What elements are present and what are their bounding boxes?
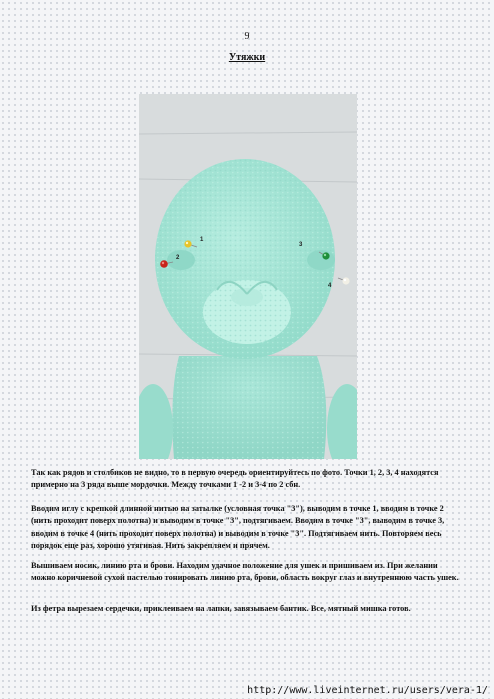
paragraph-text: Так как рядов и столбиков не видно, то в первую очередь ориентируйтесь по фото. Точки 1, 2, 3, 4 находятся примерно на 3 ряда выше мордочки. Между точками 1 -2 и 3-4 по 2 сбн. xyxy=(31,468,439,490)
section-heading: Утяжки xyxy=(228,52,266,63)
paragraph-points-position xyxy=(31,467,463,492)
paragraph-text: Вышиваем носик, линию рта и брови. Находим удачное положение для ушек и пришиваем из. При желании можно коричневой сухой пастелью тонировать линию рта, брови, область вокруг глаз и внутреннюю часть ушек. xyxy=(31,561,459,583)
paragraph-tightening-steps xyxy=(31,503,463,552)
page-number: 9 xyxy=(244,31,250,42)
paragraph-text: Вводим иглу с крепкой длинной нитью на затылке (условная точка "3"), выводим в точке 1, вводим в точке 2 (нить проходит поверх полотна) и выводим в точке "3", подтягиваем. Вводим в точке "3", выводим в точке 3, вводим в точке 4 (нить проходит поверх полотна) и выводим в точке "3". Подтягиваем нить. Повторяем весь порядок еще раз, хорошо утягивая. Нить закрепляем и прячем. xyxy=(31,504,445,550)
pin-label-4: 4 xyxy=(328,283,332,289)
pin-label-1: 1 xyxy=(200,237,204,243)
pin-label-3: 3 xyxy=(299,242,303,248)
paragraph-embroidery xyxy=(31,560,463,585)
paragraph-text: Из фетра вырезаем сердечки, приклеиваем на лапки, завязываем бантик. Все, мятный мишка готов. xyxy=(31,604,411,613)
paragraph-finishing xyxy=(31,603,463,615)
toy-head-photo xyxy=(139,94,357,459)
source-url[interactable]: http://www.liveinternet.ru/users/vera-1/ xyxy=(247,685,488,696)
pin-label-2: 2 xyxy=(176,255,180,261)
